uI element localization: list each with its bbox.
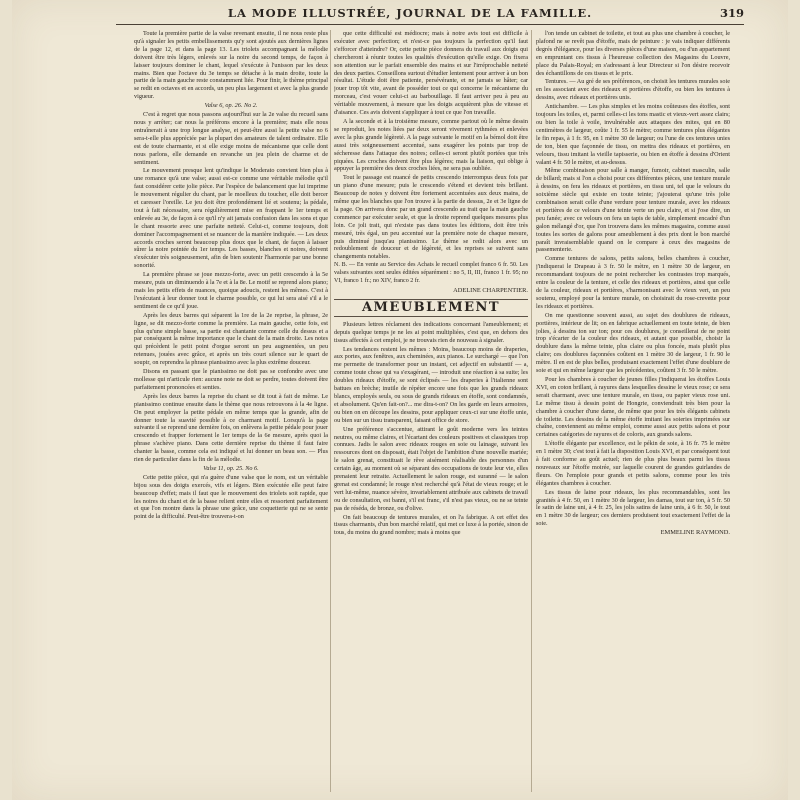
paragraph: Après les deux barres la reprise du chant se dit tout à fait de même. Le pianissimo continue ensuite dans le thème que nous retrouvons à la 4e ligne. On peut employer la petite pédale en même temps que la grande, afin de donner toute la suavité possible à ce charmant motif. Lorsqu'à la page suivante il se reprend une dernière fois, on enlèvera la petite pédale pour jouer crescendo et frapper fortement le 1er temps de la 6e mesure, après quoi la phrase s'achève piano. Dans cette dernière reprise du thème il faut faire chanter la basse, comme cela est indiqué et lui donner un beau son. — Plus rien de particulier dans la fin de la mélodie. [134,392,328,464]
author-signature: EMMELINE RAYMOND. [660,529,730,537]
paragraph: Une préférence s'accentue, attirant le goût moderne vers les teintes neutres, ou même claires, et l'écartant des couleurs positives et classiques trop connues. Jadis le salon avec rideaux rouges en soie ou lainage, suivant les ressources dont on disposait, était l'objet de l'ambition d'une nouvelle mariée; le salon grenat, constituait le rêve aisément réalisable des personnes d'un certain âge, au moment où se séparant des occupations de toute leur vie, elles prenaient leur retraite. Actuellement le salon rouge, est suranné — le salon grenat est condamné; le rouge n'est recherché qu'à l'état de vieux rouge; et le vert lui-même, nuance sévère, invariablement attribuée aux cabinets de travail ou de consultation, est banni, s'il est franc, s'il n'est pas vieux, ou ne se teinte pas de réséda, de bronze, ou d'olive. [334,425,528,512]
paragraph: C'est à regret que nous passons aujourd'hui sur la 2e valse du recueil sans nous y arrêter; car nous la préférons encore à la première; mais elle nous entraînerait à une trop longue analyse, et peut-être aussi la petite valse no 6 sera-t-elle plus appréciée par la plupart des amateurs de talent ordinaire. Elle est de toute charmante, et si elle exige moins de mécanisme que celle dont nous parlons, elle demande en revanche un jeu plein de charme et de sentiment. [134,111,328,166]
paragraph: Les tendances restent les mêmes : Moins, beaucoup moins de draperies, aux portes, aux fenêtres, aux cheminées, aux pianos. Le surchargé — que l'on me permette de transformer pour un instant, cet adjectif en substantif — a, comme toute chose qui va s'exagérant, — introduit une réaction à sa suite; les doubles rideaux d'étoffe, se sont éclipsés — les draperies à l'italienne sont battues en brèche; inutile de répéter encore une fois que les grands rideaux blancs, employés seuls, ou sous de grands rideaux en étoffe, sont condamnés, et absolument. Qu'en fait-on?... me dira-t-on? On les garde en leurs armoires, ou bien on en découpe les dessins, pour appliquer ceux-ci sur une étoffe unie, ou bien sur un tissu transparent, faisant office de store. [334,345,528,424]
subheading-valse-6: Valse 6, op. 26. No 2. [204,102,258,110]
paragraph: On me questionne souvent aussi, au sujet des doublures de rideaux, portières, intérieur de lit; on en fabrique actuellement en toute teinte, de bien jolies, à dessins ton sur ton; pour ces doublures, je conseillerai de ne point trop s'écarter de la couleur des rideaux, et autant que possible, choisir la doublure dans la même teinte, plus claire ou plus foncée, mais plutôt plus claire; ces doublures façonnées coûtent en 1 mètre 30 de largeur, 1 fr. 90 le mètre. Il en est de plus belles, produisant exactement l'effet d'une doublure de soie et qui en même largeur que les précédentes, coûtent 3 fr. 50 le mètre. [536,311,730,375]
paragraph: Pour les chambres à coucher de jeunes filles j'indiquerai les étoffes Louis XVI, en coton brillant, à rayures dans lesquelles dessine le vieux rose; ce sera serait charmant, avec une tenture murale, en tissu, ou papier vieux rose uni. Le même tissu à dessin point de Hongrie, conviendrait très bien pour la chambre à coucher d'une dame, de même que pour les très élégants cabinets de toilette. Les dessins de la même étoffe imitant les soieries imprimées sur chaîne, conviennent au même emploi, comme aussi aux petits salons et pour certaines catégories de rayures et de coloris, aux grands salons. [536,375,730,439]
journal-title: LA MODE ILLUSTRÉE, JOURNAL DE LA FAMILLE. [227,6,593,20]
paragraph: A la seconde et à la troisième mesure, comme partout où le même dessin se reproduit, les notes liées par deux seront vivement rythmées et enlevées avec la plus grande légèreté. A la page suivante le motif en la bémol doit être aussi très soigneusement accentué, sans exagérer les points par trop de sécheresse dans l'attaque des noires; celles-ci seront plutôt portées que très piquées. Les croches doivent être plus légères; mais la liaison, qui oblige à appuyer la première des deux croches liées, ne sera pas oubliée. [334,117,528,173]
paragraph: Comme tentures de salons, petits salons, belles chambres à coucher, j'indiquerai le Drapeau à 3 fr. 50 le mètre, en 1 mètre 30 de largeur, en recommandant toujours de ne point rechercher les contrastes trop marqués, entre la couleur de la tenture, et celle des rideaux et portières, ainsi que celle de la couleur, rideaux et portières, s'harmonisant avec le vieux vert, un peu soutenu, employé pour la tenture murale, on choisirait du rose-crevette pour les rideaux et portières. [536,255,730,310]
paragraph: Disons en passant que le pianissimo ne doit pas se confondre avec une mollesse qui n'articule rien: aucune note ne doit se perdre, toutes doivent être parfaitement prononcées et senties. [134,368,328,391]
paragraph: Antichambre. — Les plus simples et les moins coûteuses des étoffes, sont toujours les toiles, et, parmi celles-ci les tons mastic et vieux-vert assez clairs; ou bien la toile à voile, invulnérable aux attaques des mites, qui en 80 centimètres de largeur, coûte 1 fr. 55 le mètre; comme tentures plus élégantes le fin repas, à 1 fr. 95, en 1 mètre 30 de largeur; ou l'une de ces tentures unies de ton, bien que façonnée de tissu, on mettra des rideaux et portières, en velours, tissu imitant la vieille tapisserie, ou bien en étoffe à dessins d'Orient valant 4 fr. 50 le mètre, et au-dessus. [536,103,730,166]
subheading-valse-11: Valse 11, op. 25. No 6. [203,464,259,472]
author-signature: ADELINE CHARPENTIER. [453,287,528,294]
paragraph: Toute la première partie de la valse revenant ensuite, il ne nous reste plus qu'à signaler les petits embellissements qu'y sont ajoutés aux dernières lignes de la page 12, et dans la page 13. Les triolets accompagnant la mélodie doivent être très légers, enlevés sur la noire du second temps, de façon à laisser toujours dominer le chant, lequel s'exécute à l'unisson par les deux mains. Bien que l'octave du 3e temps se détache à la main droite, toute la partie de la main gauche reste constamment liée. Pour finir, le thème principal se redit en octaves et en accords, un peu plus largement et avec la plus grande vigueur. [134,30,328,101]
paragraph: Tentures. — Au gré de ses préférences, on choisit les tentures murales soie en les associant avec des rideaux et portières d'étoffe, ou bien les tentures à dessins, avec rideaux et portières unis. [536,78,730,102]
paragraph: que cette difficulté est médiocre; mais à notre avis tout est difficile à exécuter avec perfection; et n'est-ce pas toujours la perfection qu'il faut s'efforcer d'atteindre? Or, cette petite pièce donnera du travail aux doigts qui chercheront à réunir toutes les qualités d'exécution qu'elle exige. On fixera son attention sur le parfait ensemble des mains et sur l'irréprochable netteté des deux parties. Conseillons surtout d'étudier lentement pour arriver à un bon résultat. L'étude doit être patiente, persévérante, et ne jamais se hâter; car jouer trop tôt vite, avant de posséder tout ce qui concerne le mécanisme du morceau, c'est vouer celui-ci au barbouillage. Il faut arriver peu à peu au véritable mouvement, à mesure que les doigts acquièrent plus de vitesse et d'aisance. Ces avis doivent s'appliquer à tout ce que l'on travaille. [334,30,528,117]
column-right [536,30,730,792]
paragraph: Cette petite pièce, qui n'a guère d'une valse que le nom, est un véritable bijou sous des doigts exercés, vifs et légers. Bien exécutée elle peut faire beaucoup d'effet; mais il faut que le mouvement des triolets soit rapide, que les noires du chant et de la basse relient entre elles et ressortent parfaitement et que l'on montre dans la phrase une grâce, une coquetterie qui ne se sente point de la difficulté. Peut-être trouvera-t-on [134,473,328,521]
section-rule [334,316,528,317]
page-header [116,6,744,25]
paragraph: Après les deux barres qui séparent la 1re de la 2e reprise, la phrase, 2e ligne, se dit mezzo-forte comme la première. La main gauche, cette fois, est plus qu'une simple basse, sa partie est chantante comme celle du dessus et a par conséquent la même importance que le chant de la main droite. Les notes qui précèdent le petit point d'orgue seront un peu augmentées, un peu retenues, jouées avec grâce, et après un très court silence sur le quart de soupir, on reprendra la phrase pianissimo avec la plus extrême douceur. [134,311,328,367]
paragraph: L'étoffe élégante par excellence, est le pékin de soie, à 16 fr. 75 le mètre en 1 mètre 30; c'est tout à fait la disposition Louis XVI, et par conséquent tout à fait conforme au goût actuel; rien de plus plus beaux parmi les tissus nouveaux sur l'étoffe moirée, sur laquelle courent de grandes guirlandes de fleurs. On l'emploie pour grands et petits salons, comme pour les très élégantes chambres à coucher. [536,440,730,487]
section-title-ameublement: AMEUBLEMENT [361,299,501,315]
paragraph: Tout le passage est nuancé de petits crescendo interrompus deux fois par un piano d'une mesure; puis le crescendo s'étend et devient très brillant. Beaucoup de notes y doivent être fortement accentuées aux deux mains, de même que les blanches que l'on trouve à la partie de dessus, 2e et 3e ligne de la page. On arrivera donc par un grand crescendo au trait que la main gauche commence par exécuter seule, et que la droite reprend quelques mesures plus loin. Ce joli trait, qui n'existe pas dans toutes les éditions, doit être très mesuré, très égal, un peu accentué sur la première note de chaque mesure, puis diminué jusqu'au pianissimo. Le thème se redit alors avec un redoublement de douceur et de légèreté, et les reprises se suivent sans changements notables. [334,174,528,261]
sales-note: N. B. — En vente au Service des Achats le recueil complet franco 6 fr. 50. Les valses suivantes sont seules éditées séparément : no 5, II, III, franco 1 fr. 95; no VI, franco 1 fr.; no XIV, franco 2 fr. [334,262,528,285]
paragraph: On fait beaucoup de tentures murales, et on l'a fabrique. A cet effet des tissus charmants, d'un bon marché relatif, qui met ce luxe à la portée, sinon de tous, du moins du grand nombre; mais à moins que [334,513,528,537]
paragraph: Même combinaison pour salle à manger, fumoir, cabinet masculin, salle de billard; mais si l'on a choisi pour ces différentes pièces, une tenture murale à dessins, on fera les rideaux et portières, en tissu uni, tel que le velours du soixième siècle qui existe en toute teinte; j'ajouterai qu'une très jolie combinaison serait celle d'une verdure pour tenture murale, avec les rideaux et portières de ce velours d'une teinte verte un peu claire, et si j'ose dire, un peu fanée; avec ce velours on fera un tapis de table, simplement encadré d'un galon mélangé d'or, que l'on trouvera dans les mêmes magasins, comme aussi toutes les sortes de galons pour ameublement à des prix dont le bon marché paraît invraisemblable quand on le compare à ceux des magasins de passementerie. [536,167,730,254]
paragraph: Le mouvement presque lent qu'indique le Moderato convient bien plus à une romance qu'à une valse; aussi est-ce comme une véritable mélodie qu'il faut considérer cette jolie pièce. Par l'espèce de balancement que lui imprime le mouvement régulier du chant, par le moelleux du toucher, elle doit bercer et caresser l'oreille. Le jeu doit être profondément lié et soutenu; la pédale, tout à fait nécessaire, sera régulièrement mise en frappant le 1er temps et enlevée au 3e, de façon à ce qu'il n'y ait jamais confusion dans les sons et que le chant ressorte avec une parfaite netteté. Celui-ci, comme toujours, doit dominer l'accompagnement et se nuancer de la manière indiquée. — Les deux accords croches seront beaucoup plus doux que le chant, de façon à laisser sûrer la noire pointée du 1er temps. Les basses, blanches et noires, doivent s'exécuter très soigneusement, afin de bien soutenir l'harmonie par une bonne sonorité. [134,167,328,270]
paragraph: Les tissus de laine pour rideaux, les plus recommandables, sont les granités à 4 fr. 50, en 1 mètre 30 de largeur, les damas, tout sur ton, à 5 fr. 50 le satin de laine uni, à 4 fr. 25, les jolis satins de laine unis, à 6 fr. 50, le tout en 1 mètre 30 de largeur; ces derniers produisent tout exactement l'effet de la soie. [536,488,730,528]
paragraph: Plusieurs lettres réclament des indications concernant l'ameublement; et depuis quelque temps je ne les ai point multipliées, c'est que, en dehors des tissus affectés à cet emploi, je ne trouvais rien de nouveau à signaler. [334,320,528,344]
paragraph: l'on tende un cabinet de toilette, et tout au plus une chambre à coucher, le plafond ne se revêt pas d'étoffe, mais de peinture : je vais indiquer différents degrés d'élégance, pour les diverses pièces d'une maison, ou d'un appartement en empruntant ces tissus à l'heureuse collection des Magasins du Louvre, place du Palais-Royal; en s'adressant à leur Directeur si l'on désire recevoir des échantillons de ces tissus et le prix. [536,30,730,77]
column-divider [330,30,331,792]
column-middle [334,30,528,792]
column-divider [531,30,532,792]
page-number: 319 [719,6,744,20]
column-left [134,30,328,792]
paragraph: La première phrase se joue mezzo-forte, avec un petit crescendo à la 5e mesure, puis un diminuendo à la 7e et à la 8e. Le motif se reprend alors piano; mais les petits effets de nuances, quoique adoucis, restent les mêmes. C'est à l'exécutant à leur donner tout le charme possible, ce qui lui sera aisé s'il a le sentiment de ce qu'il joue. [134,271,328,310]
newspaper-page [12,0,788,800]
